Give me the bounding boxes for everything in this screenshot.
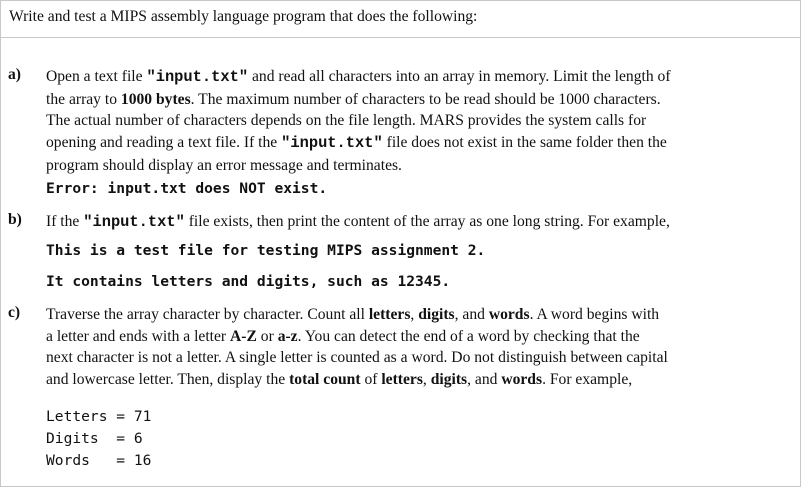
content-example-line-2: It contains letters and digits, such as 12345. xyxy=(46,273,451,290)
text-run: , and xyxy=(454,306,489,323)
bold-term: digits xyxy=(418,306,455,323)
bold-term: a-z xyxy=(277,327,298,345)
item-b-label: b) xyxy=(8,211,22,228)
text-run: , xyxy=(410,306,419,323)
paragraph-line xyxy=(46,110,782,132)
text-run: file exists, then print the content of the array as one long string. For example, xyxy=(184,213,670,230)
text-run: If the xyxy=(46,213,84,230)
paragraph-line xyxy=(46,155,782,177)
text-run: or xyxy=(256,327,278,345)
bold-term: total count xyxy=(289,371,361,389)
stat-letters: Letters = 71 xyxy=(46,408,152,425)
bold-term: 1000 bytes xyxy=(120,90,191,108)
text-run: The actual number of characters depends on the file length. MARS provides the system calls for xyxy=(46,112,647,130)
paragraph-line xyxy=(46,132,782,155)
text-run: a letter and ends with a letter xyxy=(46,327,231,345)
text-run: , and xyxy=(467,371,502,389)
bold-term: digits xyxy=(430,371,468,389)
paragraph-line xyxy=(46,66,782,89)
stat-words: Words = 16 xyxy=(46,452,152,469)
text-run: and read all characters into an array in memory. Limit the length of xyxy=(248,68,671,85)
paragraph-line xyxy=(46,347,782,369)
paragraph-line xyxy=(46,211,782,234)
bold-term: letters xyxy=(381,371,423,389)
text-run: and lowercase letter. Then, display the xyxy=(46,371,290,389)
text-run: next character is not a letter. A single letter is counted as a word. Do not distinguish between capital xyxy=(46,349,668,367)
item-a-label: a) xyxy=(8,66,21,83)
paragraph-line xyxy=(46,369,782,391)
paragraph-line xyxy=(46,326,782,348)
paragraph-line xyxy=(46,304,782,326)
bold-term: A-Z xyxy=(230,327,257,345)
item-c-label: c) xyxy=(8,304,21,321)
inline-code: "input.txt" xyxy=(281,134,383,153)
bold-term: letters xyxy=(368,306,411,323)
header-divider xyxy=(0,37,801,38)
error-example: Error: input.txt does NOT exist. xyxy=(46,180,328,197)
text-run: . For example, xyxy=(542,371,633,389)
text-run: Traverse the array character by character. Count all xyxy=(46,306,369,323)
text-run: of xyxy=(360,371,382,389)
content-example-line-1: This is a test file for testing MIPS assignment 2. xyxy=(46,242,486,259)
text-run: . A word begins with xyxy=(529,306,660,323)
item-a-body xyxy=(46,66,782,177)
text-run: , xyxy=(422,371,431,389)
text-run: . You can detect the end of a word by checking that the xyxy=(297,327,640,345)
bold-term: words xyxy=(488,306,530,323)
intro-text: Write and test a MIPS assembly language program that does the following: xyxy=(9,8,478,25)
text-run: program should display an error message and terminates. xyxy=(46,156,402,174)
text-run: file does not exist in the same folder then the xyxy=(382,134,667,152)
text-run: opening and reading a text file. If the xyxy=(46,134,282,152)
text-run: . The maximum number of characters to be read should be 1000 characters. xyxy=(190,90,661,108)
bold-term: words xyxy=(501,371,543,389)
item-b-body xyxy=(46,211,782,234)
item-c-body xyxy=(46,304,782,391)
paragraph-line xyxy=(46,89,782,111)
text-run: Open a text file xyxy=(46,68,147,85)
inline-code: "input.txt" xyxy=(83,213,185,231)
inline-code: "input.txt" xyxy=(146,68,249,86)
stat-digits: Digits = 6 xyxy=(46,430,143,447)
text-run: the array to xyxy=(46,90,121,108)
